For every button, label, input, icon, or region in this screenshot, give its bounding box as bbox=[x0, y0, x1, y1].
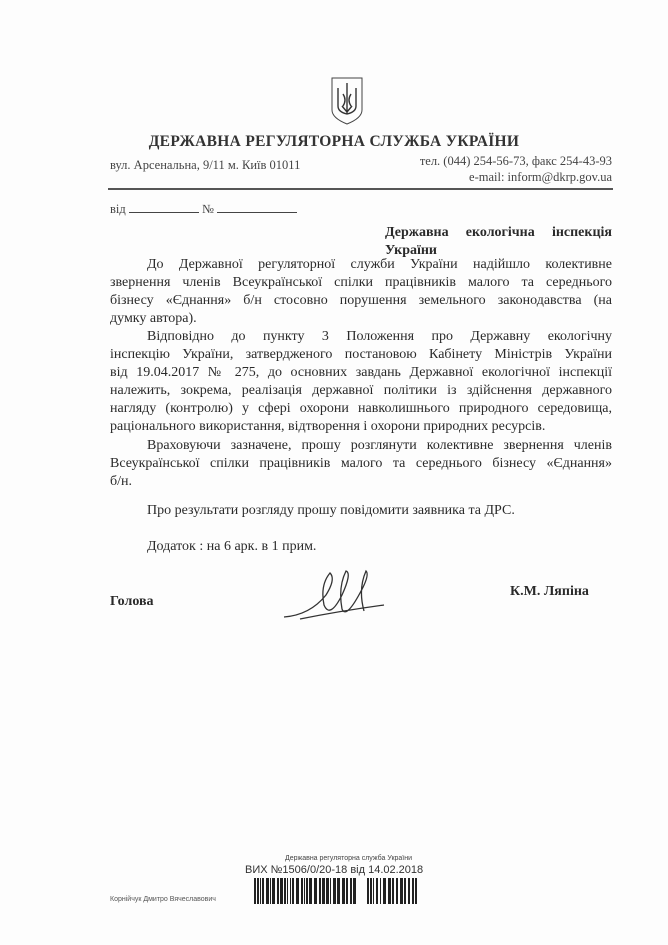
stamp-org: Державна регуляторна служба України bbox=[285, 855, 413, 862]
barcode-bar bbox=[272, 878, 275, 904]
attachment-line: Додаток : на 6 арк. в 1 прим. bbox=[147, 539, 317, 554]
header-divider bbox=[108, 188, 613, 190]
number-label: № bbox=[202, 202, 214, 216]
barcode-bar bbox=[301, 878, 303, 904]
date-blank bbox=[129, 200, 199, 213]
barcode-bar bbox=[353, 878, 356, 904]
number-blank bbox=[217, 200, 297, 213]
body-line: звернення членів Всеукраїнської спілки працівників малого та середнього bbox=[110, 275, 612, 290]
barcode-bar bbox=[415, 878, 417, 904]
barcode-bar bbox=[376, 878, 378, 904]
barcode-bar bbox=[337, 878, 340, 904]
barcode-bar bbox=[346, 878, 348, 904]
body-line: думку автора). bbox=[110, 311, 197, 326]
body-line: Про результати розгляду прошу повідомити заявника та ДРС. bbox=[147, 503, 515, 518]
body-line: Всеукраїнської спілки працівників малого та середнього бізнесу «Єднання» bbox=[110, 456, 612, 471]
barcode-bar bbox=[266, 878, 269, 904]
signatory-name: К.М. Ляпіна bbox=[510, 584, 589, 599]
body-line: До Державної регуляторної служби України надійшло колективне bbox=[147, 257, 612, 272]
barcode-bar bbox=[260, 878, 261, 904]
body-line: Враховуючи зазначене, прошу розглянути колективне звернення членів bbox=[147, 438, 612, 453]
barcode-bar bbox=[309, 878, 312, 904]
handwritten-signature bbox=[280, 565, 390, 630]
body-line: раціонального використання, відтворення і охорони природних ресурсів. bbox=[110, 419, 546, 434]
barcode-bar bbox=[412, 878, 414, 904]
body-line: Відповідно до пункту 3 Положення про Державну екологічну bbox=[147, 329, 612, 344]
recipient bbox=[385, 224, 612, 260]
barcode-bar bbox=[330, 878, 331, 904]
barcode-bar bbox=[404, 878, 406, 904]
barcode-bar bbox=[280, 878, 283, 904]
org-email: e-mail: inform@dkrp.gov.ua bbox=[469, 170, 612, 184]
barcode-bar bbox=[333, 878, 336, 904]
barcode bbox=[254, 878, 420, 909]
barcode-bar bbox=[322, 878, 325, 904]
barcode-bar bbox=[370, 878, 372, 904]
recipient-line1: Державна екологічна інспекція bbox=[385, 225, 612, 240]
executor-name: Корнійчук Дмитро Вячеславович bbox=[110, 896, 216, 903]
body-line: належить, зокрема, реалізація державної політики із здійснення державного bbox=[110, 383, 612, 398]
barcode-bar bbox=[314, 878, 317, 904]
barcode-bar bbox=[284, 878, 286, 904]
barcode-bar bbox=[296, 878, 299, 904]
barcode-bar bbox=[350, 878, 352, 904]
signature-position: Голова bbox=[110, 594, 154, 609]
barcode-bar bbox=[373, 878, 374, 904]
barcode-bar bbox=[319, 878, 321, 904]
outgoing-number: ВИХ №1506/0/20-18 від 14.02.2018 bbox=[245, 864, 424, 876]
barcode-bar bbox=[270, 878, 271, 904]
barcode-bar bbox=[396, 878, 398, 904]
body-line: нагляду (контролю) у сфері охорони навколишнього природного середовища, bbox=[110, 401, 612, 416]
barcode-bar bbox=[383, 878, 386, 904]
barcode-bar bbox=[254, 878, 256, 904]
barcode-bar bbox=[367, 878, 369, 904]
trident-emblem bbox=[330, 76, 364, 126]
barcode-bar bbox=[290, 878, 291, 904]
barcode-bar bbox=[287, 878, 288, 904]
body-line: від 19.04.2017 № 275, до основних завдань Державної екологічної інспекції bbox=[110, 365, 612, 380]
barcode-bar bbox=[306, 878, 308, 904]
body-line: бізнесу «Єднання» б/н стосовно порушення земельного законодавства (на bbox=[110, 293, 612, 308]
barcode-bar bbox=[262, 878, 264, 904]
barcode-bar bbox=[380, 878, 381, 904]
org-phone: тел. (044) 254-56-73, факс 254-43-93 bbox=[419, 154, 612, 168]
barcode-bar bbox=[392, 878, 394, 904]
barcode-bar bbox=[408, 878, 410, 904]
org-name: ДЕРЖАВНА РЕГУЛЯТОРНА СЛУЖБА УКРАЇНИ bbox=[148, 133, 520, 150]
barcode-bar bbox=[304, 878, 305, 904]
body-line: б/н. bbox=[110, 474, 133, 489]
org-address: вул. Арсенальна, 9/11 м. Київ 01011 bbox=[110, 158, 301, 172]
barcode-bar bbox=[400, 878, 403, 904]
recipient-line2: України bbox=[385, 243, 438, 258]
barcode-bar bbox=[257, 878, 259, 904]
barcode-bar bbox=[326, 878, 329, 904]
barcode-bar bbox=[292, 878, 294, 904]
date-label: від bbox=[110, 202, 126, 216]
barcode-bar bbox=[342, 878, 345, 904]
body-line: інспекцію України, затвердженого постановою Кабінету Міністрів України bbox=[110, 347, 612, 362]
barcode-bar bbox=[388, 878, 391, 904]
date-number-line bbox=[110, 200, 297, 217]
barcode-bar bbox=[277, 878, 279, 904]
